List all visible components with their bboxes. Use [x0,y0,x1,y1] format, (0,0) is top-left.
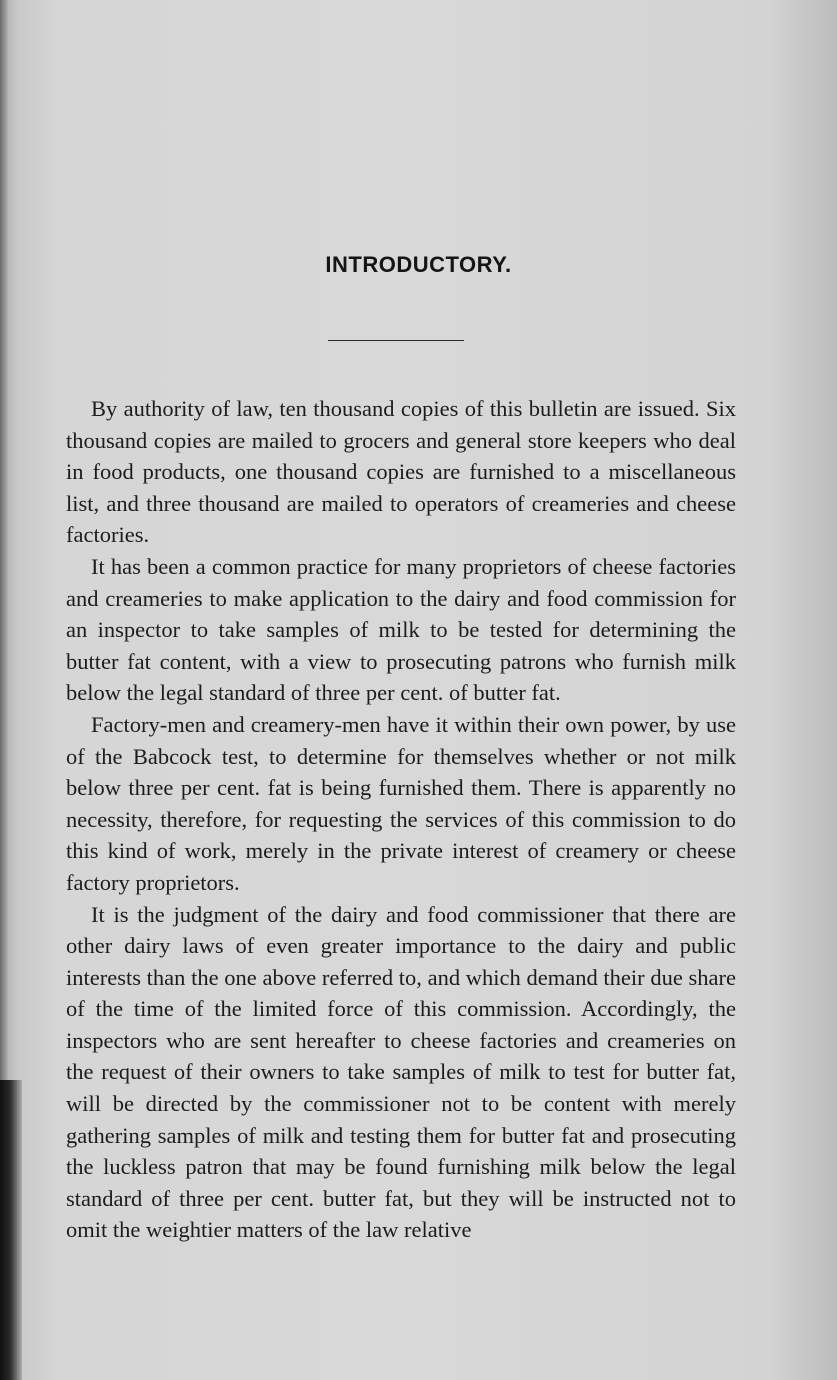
title-divider [328,340,464,341]
page-binding-shadow [0,1080,22,1380]
paragraph-3: Factory-men and creamery-men have it within their own power, by use of the Babcock test, to determine for themselves whether or not milk below three per cent. fat is being furnished them. There is apparently no necessity, therefore, for requesting the services of this commission to do this kind of work, merely in the private interest of creamery or cheese factory proprietors. [66,711,736,895]
body-text [66,393,736,1246]
paragraph-1: By authority of law, ten thousand copies of this bulletin are issued. Six thousand copies are mailed to grocers and general store keepers who deal in food products, one thousand copies are furnished to a miscellaneous list, and three thousand are mailed to operators of creameries and cheese factories. [66,396,736,548]
paragraph-4: It is the judgment of the dairy and food commissioner that there are other dairy laws of even greater importance to the dairy and public interests than the one above referred to, and which demand their due share of the time of the limited force of this commission. Accordingly, the inspectors who are sent hereafter to cheese factories and creameries on the request of their owners to take samples of milk to test for butter fat, will be directed by the commissioner not to be content with merely gathering samples of milk and testing them for butter fat and prosecuting the luckless patron that may be found furnishing milk below the legal standard of three per cent. butter fat, but they will be instructed not to omit the weightier matters of the law relative [66,901,736,1243]
paragraph-2: It has been a common practice for many proprietors of cheese factories and creameries to make application to the dairy and food commission for an inspector to take samples of milk to be tested for determining the butter fat content, with a view to prosecuting patrons who furnish milk below the legal standard of three per cent. of butter fat. [66,553,736,706]
page-title: INTRODUCTORY. [325,252,512,277]
